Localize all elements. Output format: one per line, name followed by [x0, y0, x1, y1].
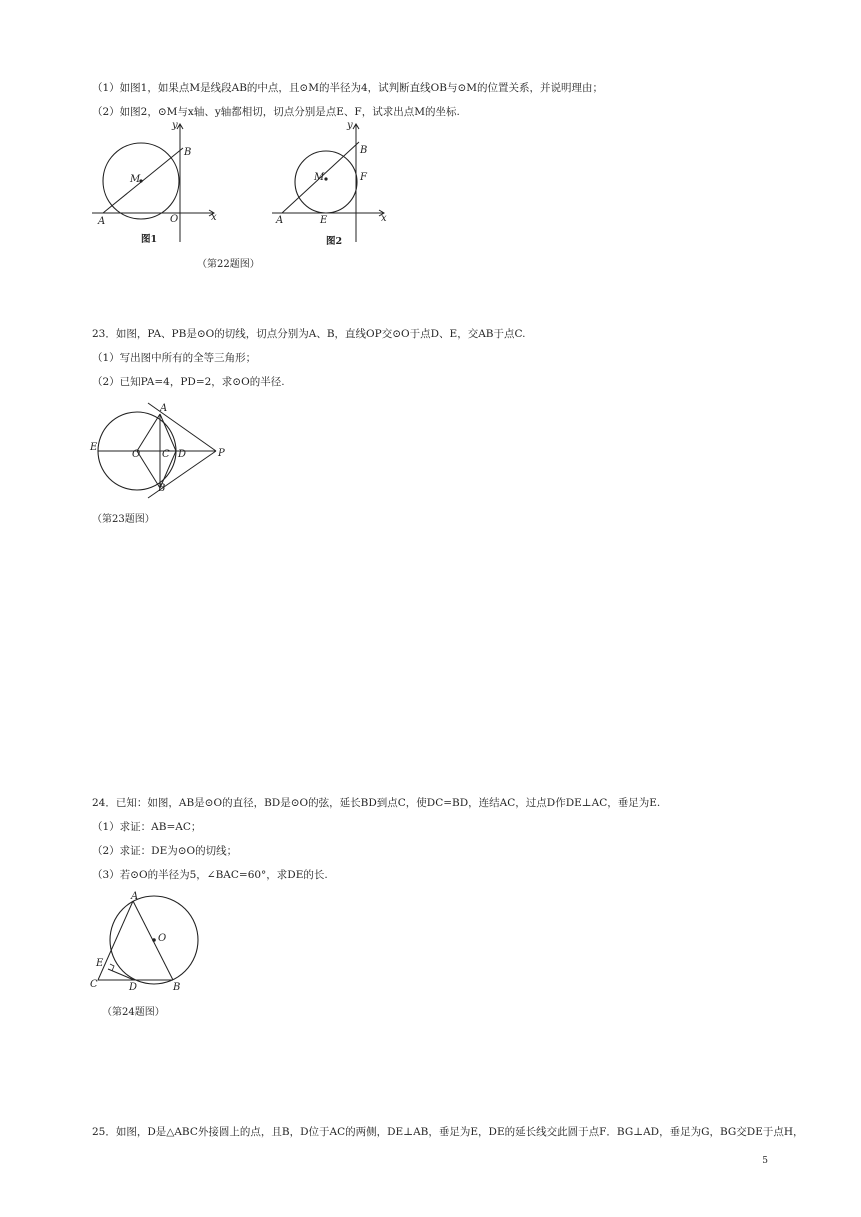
q24-label-e: E: [96, 958, 104, 969]
q23-part1: （1）写出图中所有的全等三角形；: [92, 352, 257, 364]
q24-stem: 24．已知：如图，AB是⊙O的直径，BD是⊙O的弦，延长BD到点C，使DC=BD，连结AC，过点D作DE⊥AC，垂足为E.: [92, 797, 661, 809]
q23-label-d: D: [178, 449, 187, 460]
q23-label-e: E: [90, 442, 98, 453]
q23-caption: （第23题图）: [92, 514, 155, 525]
fig1-label-a: A: [98, 216, 106, 227]
q23-label-c: C: [162, 449, 170, 460]
page-number: 5: [762, 1156, 768, 1166]
q24-figure: [88, 888, 203, 993]
fig2-label-f: F: [360, 172, 367, 183]
q23-label-p: P: [218, 448, 225, 459]
fig1-label-m: M: [130, 174, 141, 185]
q23-label-a: A: [160, 403, 168, 414]
q24-label-o: O: [158, 933, 167, 944]
q24-label-b: B: [173, 982, 181, 993]
fig1-label-b: B: [184, 147, 192, 158]
fig1-x-label: x: [211, 212, 217, 223]
q23-stem: 23．如图，PA、PB是⊙O的切线，切点分别为A、B，直线OP交⊙O于点D、E，交AB于点C.: [92, 328, 526, 340]
q24-caption: （第24题图）: [102, 1007, 165, 1018]
fig2-x-label: x: [381, 213, 387, 224]
q23-part2: （2）已知PA=4，PD=2，求⊙O的半径.: [92, 376, 285, 388]
q23-label-b: B: [158, 483, 166, 494]
q25-stem: 25．如图，D是△ABC外接圆上的点，且B，D位于AC的两侧，DE⊥AB，垂足为E，DE的延长线交此圆于点F．BG⊥AD，垂足为G，BG交DE于点H，: [92, 1126, 804, 1138]
q24-label-a: A: [131, 891, 139, 902]
fig2-label-b: B: [360, 145, 368, 156]
fig2-title: 图2: [326, 236, 343, 247]
q24-part2: （2）求证：DE为⊙O的切线；: [92, 845, 238, 857]
fig1-title: 图1: [141, 234, 158, 245]
fig2-label-a: A: [276, 215, 284, 226]
q24-label-d: D: [129, 982, 138, 993]
q22-part2: （2）如图2，⊙M与x轴、y轴都相切，切点分别是点E、F，试求出点M的坐标.: [92, 106, 460, 118]
q23-figure: [88, 398, 233, 494]
q23-label-o: O: [132, 449, 141, 460]
q22-part1: （1）如图1，如果点M是线段AB的中点，且⊙M的半径为4，试判断直线OB与⊙M的位置关系，并说明理由；: [92, 82, 604, 94]
fig2-y-label: y: [347, 120, 353, 131]
q24-part3: （3）若⊙O的半径为5，∠BAC=60°，求DE的长.: [92, 869, 328, 881]
q24-label-c: C: [90, 979, 98, 990]
q22-figure-1: [88, 118, 223, 250]
fig1-y-label: y: [172, 120, 178, 131]
fig1-label-o: O: [170, 214, 179, 225]
q24-part1: （1）求证：AB=AC；: [92, 821, 202, 833]
fig2-label-e: E: [320, 215, 328, 226]
q22-caption: （第22题图）: [197, 259, 260, 270]
fig2-label-m: M: [314, 172, 325, 183]
q22-figure-2: [270, 118, 395, 250]
